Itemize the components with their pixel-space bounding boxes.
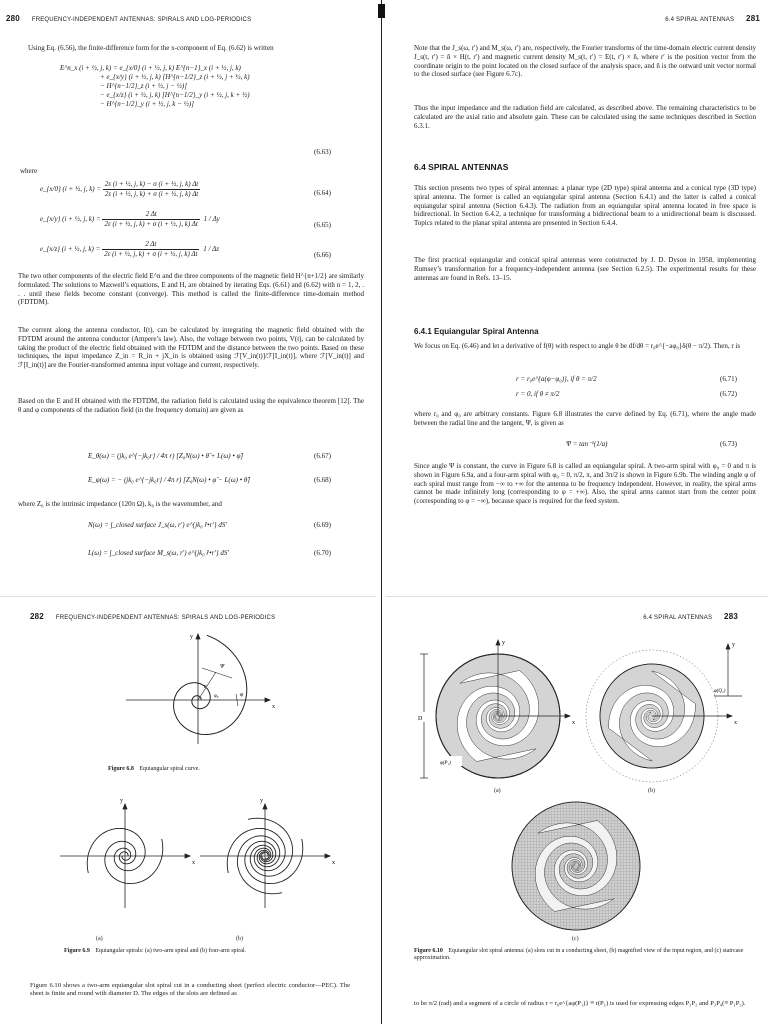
page-number: 282: [30, 612, 44, 621]
eq69-label: (6.69): [314, 521, 331, 529]
eq67-label: (6.67): [314, 452, 331, 460]
eq64-denominator: 2ε (i + ½, j, k) + σ (i + ½, j, k) Δt: [104, 190, 199, 198]
meshed-sheet: [512, 802, 640, 930]
paragraph-edges: to be π/2 (rad) and a segment of a circle of radius r = r₀e^{aφ(P₁)} ≡ r(P₁) is used for expressing edges P₁P₂ and P₃P₄(≡ P₁P₂).: [414, 1000, 746, 1007]
eq66-numerator: 2 Δt: [102, 240, 199, 250]
fig610-sub-a: (a): [494, 788, 501, 794]
x-label-a: x: [192, 860, 195, 866]
caption-label: Figure 6.8: [108, 766, 134, 772]
running-head-title: FREQUENCY-INDEPENDENT ANTENNAS: SPIRALS AND LOG-PERIODICS: [31, 17, 252, 23]
axis-arrow-y: [726, 644, 730, 649]
spiral-arm: [105, 839, 163, 884]
axis-arrow-x-b: [325, 854, 330, 858]
r-label: r: [204, 684, 207, 690]
phiP-label: φ(P₁): [440, 761, 451, 766]
paragraph-fourier: Note that the J_s(ω, r′) and M_s(ω, r′) are, respectively, the Fourier transforms of the time-domain electric current density J_s(t, r′) = n̂ × H(t, r′) and magnetic current density M_s(t, r′) = E(t, r′) × n̂, where r′ is the position vector from the coordinate origin to the point located on the closed surface of the analysis space, and n̂ is the outward unit vector normal to the closed surface (see Figure 6.7c).: [414, 44, 756, 79]
page-283: [386, 596, 768, 1024]
equation-6-64: [40, 180, 310, 199]
axis-arrow-y-a: [123, 804, 127, 809]
spiral-arm: [248, 818, 293, 876]
figure-6-8-spiral-curve: [120, 630, 280, 750]
phiQ-label: φ(Q₁): [714, 689, 726, 694]
paragraph-constants: where r₀ and φ₀ are arbitrary constants. Figure 6.8 illustrates the curve defined by Eq. (6.71), where the angle made between the radial line and the tangent, Ψ, is given as: [414, 410, 756, 427]
eq65-numerator: 2 Δt: [102, 210, 199, 220]
x-label: x: [272, 704, 275, 710]
page-number: 281: [746, 14, 760, 23]
eq64-numerator: 2ε (i + ½, j, k) − σ (i + ½, j, k) Δt: [104, 180, 199, 188]
book-gutter: [376, 0, 386, 1024]
caption-text: Equiangular spiral curve.: [139, 766, 200, 772]
axis-arrow-x: [727, 714, 732, 718]
spiral-curve: [174, 635, 247, 734]
caption-text: Equiangular slot spiral antenna: (a) slots cut in a conducting sheet, (b) magnified view of the input region, and (c) staircase approximation.: [414, 948, 744, 962]
figure-6-9-caption: [64, 948, 246, 955]
running-head: [643, 612, 738, 621]
eq71-label: (6.71): [720, 375, 737, 383]
equation-6-67: E_θ(ω) = (jk₀ e^{−jk₀r} / 4π r) [Z₀N(ω) • θ̂ + L(ω) • φ̂]: [88, 452, 244, 460]
phi0-label: φ₀: [214, 694, 219, 699]
axis-arrow-x: [565, 714, 570, 718]
running-head-title: 6.4 SPIRAL ANTENNAS: [643, 615, 713, 621]
running-head-title: FREQUENCY-INDEPENDENT ANTENNAS: SPIRALS AND LOG-PERIODICS: [55, 615, 276, 621]
eq64-lhs: e_{x/0} (i + ½, j, k) =: [40, 185, 102, 194]
page-282: [0, 596, 376, 1024]
equation-6-71: r = r₀e^{a(φ−φ₀)}, if θ = π/2: [516, 375, 597, 383]
running-head: [30, 612, 275, 621]
paragraph-radiation: Based on the E and H obtained with the FDTDM, the radiation field is calculated using the equivalence theorem [12]. The θ and φ components of the radiation field (in the frequency domain) are given as: [18, 397, 364, 414]
spiral-arm: [245, 839, 303, 884]
equation-6-72: r = 0, if θ ≠ π/2: [516, 390, 560, 398]
y-label-b: y: [260, 798, 263, 804]
where-label: where: [20, 167, 38, 175]
spiral-arm: [227, 828, 285, 873]
diameter-label: D: [418, 716, 423, 722]
figure-6-10a-slot-spiral: [410, 636, 580, 786]
paragraph-dyson: The first practical equiangular and conical spiral antennas were constructed by J. D. Dyson in 1958, implementing Rumsey’s transformation for a frequency-independent antenna (see Section 6.2.5). The experimental results for these antennas are found in Refs. 13–15.: [414, 256, 756, 282]
eq65-denominator: 2ε (i + ½, j, k) + σ (i + ½, j, k) Δt: [104, 220, 198, 228]
fig610-sub-b: (b): [648, 788, 655, 794]
y-label: y: [732, 642, 735, 648]
spiral-arm: [237, 836, 282, 894]
paragraph-slot-spiral: Figure 6.10 shows a two-arm equiangular slot spiral cut in a conducting sheet (perfect electric conductor—PEC). The sheet is finite and round with diameter D. The edges of the slots are defined as: [30, 982, 350, 998]
equation-6-63: [60, 64, 340, 109]
paragraph-derivative: We focus on Eq. (6.46) and let a derivative of f(θ) with respect to angle θ be df/dθ = r₀e^{−aφ₀}δ(θ − π/2). Then, r is: [414, 342, 741, 350]
intro-paragraph: Using Eq. (6.56), the finite-difference form for the x-component of Eq. (6.62) is written: [28, 44, 274, 52]
eq65-lhs: e_{x/y} (i + ½, j, k) =: [40, 215, 101, 224]
equation-6-66: [40, 240, 310, 259]
paragraph-fdtdm: The two other components of the electric field E^n and the three components of the magnetic field H^{n+1/2} are similarly formulated. The solutions to Maxwell’s equations, E and H, are obtained by iterating Eqs. (6.61) and (6.62) with n = 1, 2, . . . until these fields become constant (converge). This method is called the finite-difference time-domain method (FDTDM).: [18, 272, 364, 307]
eq66-tail: 1 / Δz: [203, 245, 220, 254]
paragraph-remaining: Thus the input impedance and the radiation field are calculated, as described above. The remaining characteristics to be calculated are the axial ratio and absolute gain. These can be calculated using the same techniques described in Section 6.3.1.: [414, 104, 756, 130]
paragraph-equiangular: Since angle Ψ is constant, the curve in Figure 6.8 is called an equiangular spiral. A two-arm spiral with φ₀ = 0 and π is shown in Figure 6.9a, and a four-arm spiral with φ₀ = 0, π/2, π, and 3π/2 is shown in Figure 6.9b. The winding angle φ of each spiral must range from −∞ to +∞ for the antenna to be frequency independent. However, in reality, the spiral arms cannot be made infinitely long (corresponding to φ = +∞). Also, the spiral arms cannot start from the center point (corresponding to φ = −∞), because space is required for the feed system.: [414, 462, 756, 506]
eq70-label: (6.70): [314, 549, 331, 557]
caption-label: Figure 6.9: [64, 948, 90, 954]
eq65-tail: 1 / Δy: [203, 215, 220, 224]
fig69-sub-b: (b): [236, 936, 243, 942]
eq66-fraction: [102, 240, 199, 259]
gutter-line: [381, 0, 382, 1024]
caption-label: Figure 6.10: [414, 948, 443, 954]
caption-text: Equiangular spirals: (a) two-arm spiral and (b) four-arm spiral.: [95, 948, 247, 954]
figure-6-10c-staircase: [506, 796, 646, 936]
y-label-a: y: [120, 798, 123, 804]
eq63-line-1: E^n_x (i + ½, j, k) = e_{x/0} (i + ½, j, k) E^{n−1}_x (i + ½, j, k): [60, 64, 241, 72]
equation-6-73: Ψ = tan⁻¹(1/a): [566, 440, 608, 448]
axis-arrow-y-b: [263, 804, 267, 809]
eq63-line-4: − e_{x/z} (i + ½, j, k) [H^{n−1/2}_y (i + ½, j, k + ½): [100, 91, 250, 99]
axis-arrow-y: [496, 640, 500, 645]
x-label: x: [572, 720, 575, 726]
page-280: [0, 0, 376, 596]
equation-6-69: N(ω) = ∫_closed surface J_s(ω, r′) e^{jk₀ r̂•r′} dS′: [88, 521, 227, 529]
equation-6-70: L(ω) = ∫_closed surface M_s(ω, r′) e^{jk₀ r̂•r′} dS′: [88, 549, 229, 557]
equation-6-65: [40, 210, 310, 229]
tangent-line: [202, 668, 232, 678]
fig610-sub-c: (c): [572, 936, 579, 942]
eq73-label: (6.73): [720, 440, 737, 448]
eq66-lhs: e_{x/z} (i + ½, j, k) =: [40, 245, 101, 254]
eq66-label: (6.66): [314, 251, 331, 259]
running-head: [665, 14, 760, 23]
paragraph-spiral-types: This section presents two types of spiral antennas: a planar type (2D type) spiral antenna and a conical type (3D type) spiral antenna. The former is called an equiangular spiral antenna (Section 6.4.1) and the latter is called a conical equiangular spiral antenna (Section 6.4.3). The radiation from an equiangular spiral antenna located in free space is bidirectional. In Section 6.4.2, a technique for transforming a bidirectional beam to a unidirectional beam is discussed. Topics related to the planar spiral antenna are presented in Section 6.4.4.: [414, 184, 756, 228]
page-number: 280: [6, 14, 20, 23]
spiral-arm: [87, 828, 145, 873]
paragraph-current: The current along the antenna conductor, I(t), can be calculated by integrating the magnetic field obtained with the FDTDM around the antenna conductor (Ampere’s law). Also, the voltage between two points, V(t), can be calculated by taking the product of the electric field obtained with the FDTDM and the distance between the two points. Based on these techniques, the input impedance Z_in = R_in + jX_in is obtained using ℱ[V_in(t)]/ℱ[I_in(t)], where ℱ[V_in(t)] and ℱ[I_in(t)] are the Fourier-transformed antenna input voltage and current, respectively.: [18, 326, 364, 370]
x-label: x: [734, 720, 737, 726]
paragraph-impedance: where Z₀ is the intrinsic impedance (120π Ω), k₀ is the wavenumber, and: [18, 500, 222, 508]
eq64-label: (6.64): [314, 189, 331, 197]
running-head-title: 6.4 SPIRAL ANTENNAS: [665, 17, 735, 23]
eq72-label: (6.72): [720, 390, 737, 398]
page-number: 283: [724, 612, 738, 621]
subsection-title: 6.4.1 Equiangular Spiral Antenna: [414, 327, 539, 336]
fig69-sub-a: (a): [96, 936, 103, 942]
gutter-mark: [378, 4, 385, 18]
x-axis-arrow: [265, 698, 270, 702]
eq68-label: (6.68): [314, 476, 331, 484]
eq65-fraction: [102, 210, 199, 229]
figure-6-8-caption: [108, 766, 200, 773]
eq63-line-2: + e_{x/y} (i + ½, j, k) [H^{n−1/2}_z (i + ½, j + ½, k): [100, 73, 250, 81]
figure-6-10-caption: [414, 948, 744, 963]
equation-6-68: E_φ(ω) = − (jk₀ e^{−jk₀r} / 4π r) [Z₀N(ω) • φ̂ − L(ω) • θ̂]: [88, 476, 251, 484]
eq66-denominator: 2ε (i + ½, j, k) + σ (i + ½, j, k) Δt: [104, 250, 198, 258]
figure-6-9-spirals: [50, 796, 340, 911]
y-label: y: [190, 634, 193, 640]
phi-label: φ: [240, 692, 244, 698]
x-label-b: x: [332, 860, 335, 866]
eq65-label: (6.65): [314, 221, 331, 229]
eq64-fraction: [103, 180, 200, 199]
running-head: [6, 14, 251, 23]
y-axis-arrow: [196, 634, 200, 639]
psi-label: Ψ: [220, 664, 225, 670]
eq63-line-3: − H^{n−1/2}_z (i + ½, j − ½)]: [100, 82, 187, 90]
figure-6-10b-input-region: [582, 636, 762, 786]
eq63-line-5: − H^{n−1/2}_y (i + ½, j, k − ½)]: [100, 100, 194, 108]
axis-arrow-x-a: [185, 854, 190, 858]
y-label: y: [502, 640, 505, 646]
section-title: 6.4 SPIRAL ANTENNAS: [414, 162, 509, 172]
eq63-label: (6.63): [314, 148, 331, 156]
page-281: [386, 0, 768, 596]
